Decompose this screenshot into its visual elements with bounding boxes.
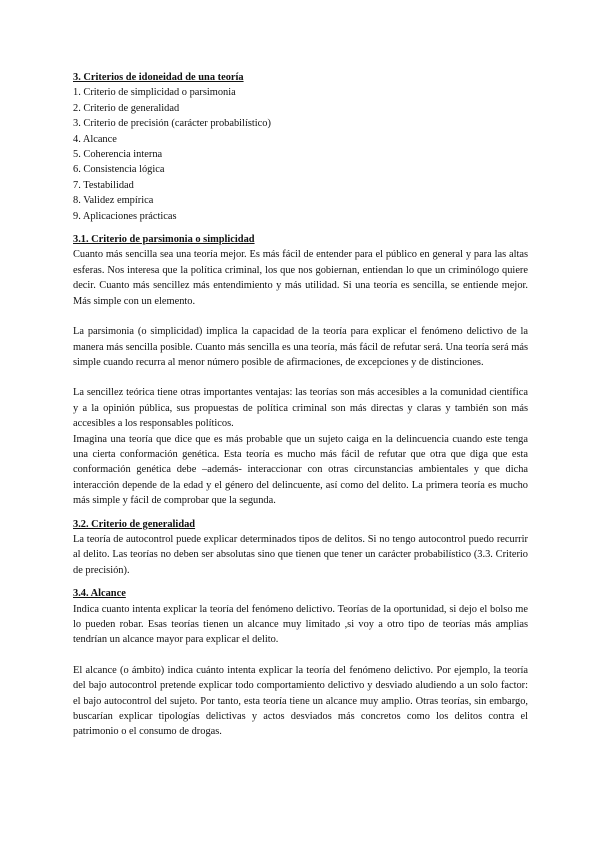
section-heading: 3.2. Criterio de generalidad [73, 518, 196, 530]
list-item: 7. Testabilidad [73, 179, 134, 191]
paragraph: Cuanto más sencilla sea una teoría mejor. Es más fácil de entender para el público en general y para las altas esferas. Nos interesa que la política criminal, los que nos gobiernan, entiendan lo que un criminólogo quiere decir. Cuanto más sencillez más entendimiento y más utilidad. Si una teoría es sencilla, se entiende mejor. Más simple con un elemento. [73, 249, 528, 307]
list-item: 2. Criterio de generalidad [73, 102, 180, 114]
list-item: 1. Criterio de simplicidad o parsimonia [73, 87, 236, 99]
list-item: 4. Alcance [73, 133, 117, 145]
list-item: 3. Criterio de precisión (carácter probabilístico) [73, 118, 271, 130]
paragraph: Indica cuanto intenta explicar la teoría del fenómeno delictivo. Teorías de la oportunidad, si dejo el bolso me lo pueden robar. Esas teorías tienen un alcance muy limitado ,si voy a otro tipo de teorías más amplias tendrían un alcance mayor para explicar el delito. [73, 603, 528, 646]
paragraph: Imagina una teoría que dice que es más probable que un sujeto caiga en la delincuencia cuando este tenga una cierta conformación genética. Esta teoría es mucho más fácil de refutar que otra que diga que esta conformación genética debe –además- interaccionar con otras circunstancias ambientales y que dicha interacción depende de la edad y el género del delincuente, así como del delito. La primera teoría es mucho más simple y fácil de comprobar que la segunda. [73, 433, 528, 507]
section-heading: 3. Criterios de idoneidad de una teoría [73, 72, 244, 83]
document-page [73, 70, 528, 740]
list-item: 8. Validez empírica [73, 195, 154, 207]
list-item: 6. Consistencia lógica [73, 164, 165, 176]
list-item: 9. Aplicaciones prácticas [73, 210, 177, 222]
list-item: 5. Coherencia interna [73, 149, 163, 161]
paragraph: La sencillez teórica tiene otras importantes ventajas: las teorías son más accesibles a la comunidad científica y a la opinión pública, sus propuestas de política criminal son más directas y claras y también son más accesibles a los responsables políticos. [73, 387, 528, 430]
section-heading: 3.1. Criterio de parsimonia o simplicidad [73, 234, 255, 246]
paragraph: El alcance (o ámbito) indica cuánto intenta explicar la teoría del fenómeno delictivo. Por ejemplo, la teoría del bajo autocontrol pretende explicar todo comportamiento delictivo y desviado aludiendo a un solo factor: el bajo autocontrol del sujeto. Por tanto, esta teoría tiene un alcance muy amplio. Otras teorías, sin embargo, buscarían explicar tipologías delictivas y actos desviados más concretos como los delitos contra el patrimonio o el consumo de drogas. [73, 664, 528, 738]
section-heading: 3.4. Alcance [73, 588, 126, 600]
criteria-list [73, 85, 528, 224]
paragraph: La teoría de autocontrol puede explicar determinados tipos de delitos. Si no tengo autocontrol puedo recurrir al delito. Las teorías no deben ser absolutas sino que tienen que tener un carácter probabilístico (3.3. Criterio de precisión). [73, 533, 528, 576]
paragraph: La parsimonia (o simplicidad) implica la capacidad de la teoría para explicar el fenómeno delictivo de la manera más sencilla posible. Cuanto más sencilla es una teoría, más fácil de refutar será. Una teoría será más simple cuando recurra al menor número posible de afirmaciones, de excepciones y de distinciones. [73, 326, 528, 368]
